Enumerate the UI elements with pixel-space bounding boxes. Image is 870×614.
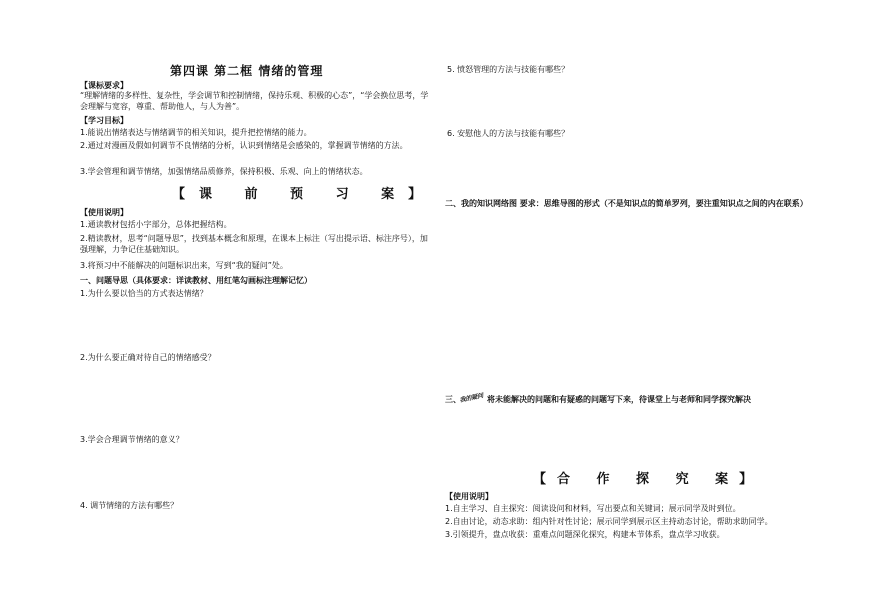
question-item: 1.为什么要以恰当的方式表达情绪？ <box>80 289 208 298</box>
section3-heading <box>445 394 751 406</box>
goals-heading: 【学习目标】 <box>80 116 128 125</box>
goal-item: 3.学会管理和调节情绪，加强情绪品质修养，保持积极、乐观、向上的情绪状态。 <box>80 167 368 176</box>
goal-item: 2.通过对漫画及假如何调节不良情绪的分析，认识到情绪是会感染的，掌握调节情绪的方法。 <box>80 141 408 150</box>
coop-usage-heading: 【使用说明】 <box>445 492 493 501</box>
my-question-stamp: 我的疑问 <box>459 392 485 405</box>
section3-prefix: 三、 <box>445 395 461 404</box>
goal-item: 1.能说出情绪表达与情绪调节的相关知识，提升把控情绪的能力。 <box>80 128 312 137</box>
usage-item: 1.通读教材包括小字部分，总体把握结构。 <box>80 220 232 229</box>
curriculum-text: “理解情绪的多样性、复杂性，学会调节和控制情绪，保持乐观、积极的心态”，“学会换位思考，学会理解与宽容，尊重、帮助他人，与人为善”。 <box>80 91 429 111</box>
page-title: 第四课 第二框 情绪的管理 <box>170 64 324 78</box>
knowledge-map-heading: 二、我的知识网络图 要求：思维导图的形式（不是知识点的简单罗列，要注重知识点之间的内在联系） <box>445 199 808 208</box>
usage-heading: 【使用说明】 <box>80 208 128 217</box>
section3-text: 将未能解决的问题和有疑惑的问题写下来，待课堂上与老师和同学探究解决 <box>487 395 752 404</box>
question-item: 5. 愤怒管理的方法与技能有哪些？ <box>447 65 570 74</box>
coop-usage-item: 1.自主学习、自主探究：阅读设问和材料，写出要点和关键词；展示同学及时到位。 <box>445 504 741 513</box>
preview-banner: 【课 前 预 习 案】 <box>172 187 436 202</box>
usage-item: 3.将预习中不能解决的问题标识出来，写到“我的疑问”处。 <box>80 261 288 270</box>
question-item: 6. 安慰他人的方法与技能有哪些？ <box>447 129 570 138</box>
curriculum-heading: 【课标要求】 <box>80 81 128 90</box>
coop-usage-item: 2.自由讨论，动态求助：组内针对性讨论；展示同学到展示区主持动态讨论，帮助求助同学。 <box>445 517 773 526</box>
coop-usage-item: 3.引领提升，盘点收获：重难点问题深化探究，构建本节体系，盘点学习收获。 <box>445 530 725 539</box>
coop-banner: 【合 作 探 究 案】 <box>533 472 764 487</box>
question-item: 4. 调节情绪的方法有哪些？ <box>80 501 179 510</box>
question-item: 2.为什么要正确对待自己的情绪感受？ <box>80 353 216 362</box>
usage-item: 2.精读教材，思考“问题导思”，找到基本概念和原理，在课本上标注（写出提示语、标注序号），加强理解，力争记住基础知识。 <box>80 234 428 254</box>
question-item: 3.学会合理调节情绪的意义？ <box>80 435 184 444</box>
section1-heading: 一、问题导思（具体要求：详读教材、用红笔勾画标注理解记忆） <box>80 276 312 285</box>
